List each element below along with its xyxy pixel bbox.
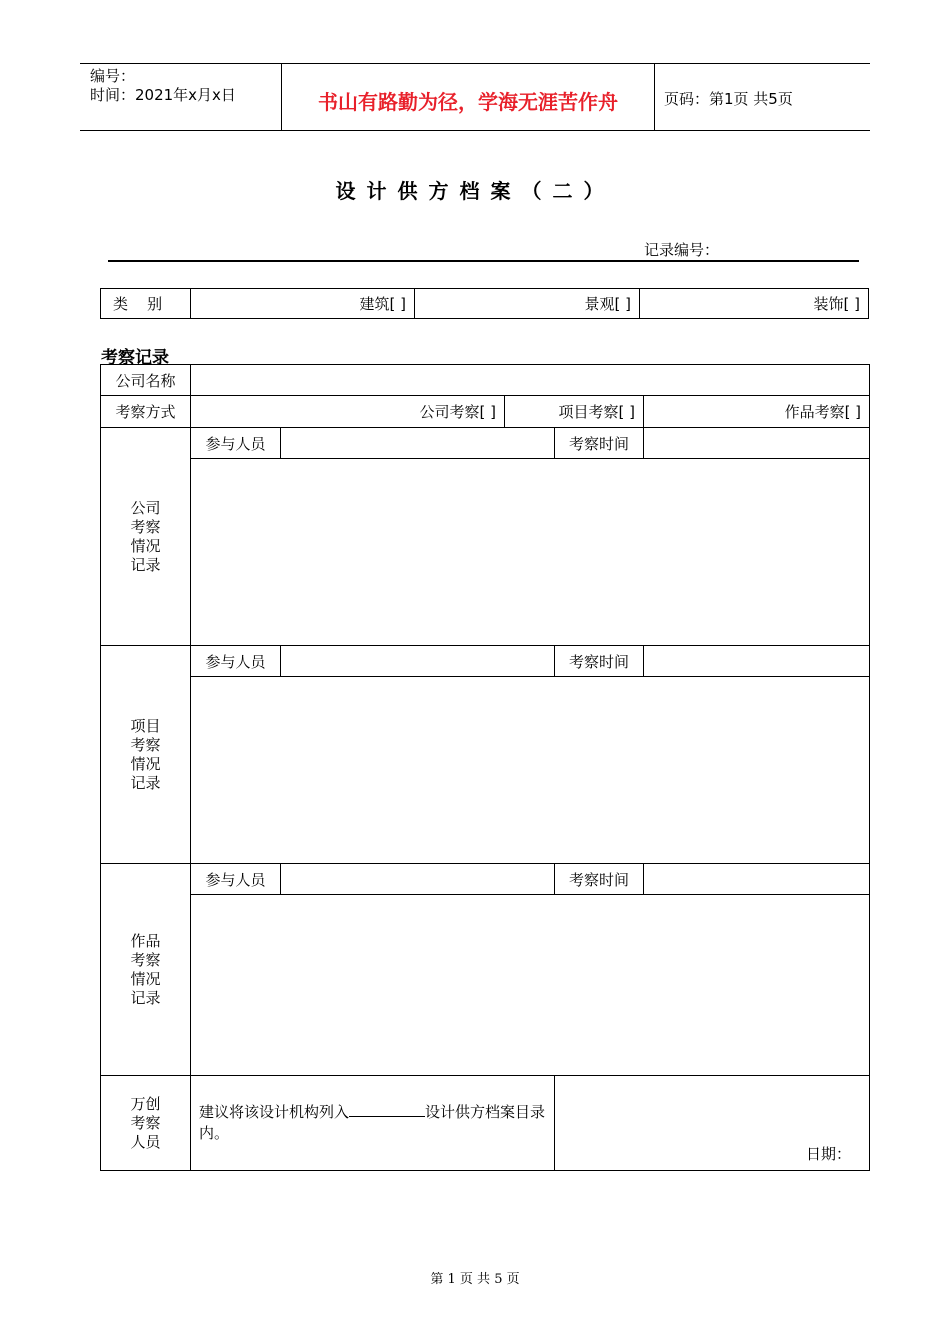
header-divider-2 (654, 63, 655, 131)
company-inspection-notes[interactable] (191, 459, 870, 646)
time-label: 时间：2021年x月x日 (90, 86, 236, 104)
participants-field[interactable] (281, 864, 555, 895)
inspection-time-label: 考察时间 (555, 864, 644, 895)
category-label: 类 别 (101, 289, 191, 319)
method-project[interactable]: 项目考察[ ] (505, 396, 644, 428)
page-title: 设计供方档案（二） (335, 179, 615, 203)
works-inspection-label: 作品 考察 情况 记录 (101, 864, 191, 1076)
inspection-time-field[interactable] (644, 646, 870, 677)
category-option-architecture[interactable]: 建筑[ ] (191, 289, 415, 319)
page-footer: 第 1 页 共 5 页 (430, 1272, 520, 1287)
company-name-label: 公司名称 (101, 365, 191, 396)
archive-blank-field[interactable] (349, 1102, 425, 1117)
suggestion-text: 建议将该设计机构列入 设计供方档案目录内。 (191, 1076, 555, 1171)
method-works[interactable]: 作品考察[ ] (644, 396, 870, 428)
works-inspection-notes[interactable] (191, 895, 870, 1076)
participants-field[interactable] (281, 646, 555, 677)
page-info: 页码：第1页 共5页 (664, 90, 793, 108)
project-inspection-notes[interactable] (191, 677, 870, 864)
header-bottom-rule (80, 130, 870, 131)
header-top-rule (80, 63, 870, 64)
participants-label: 参与人员 (191, 428, 281, 459)
participants-field[interactable] (281, 428, 555, 459)
method-company[interactable]: 公司考察[ ] (191, 396, 505, 428)
category-option-landscape[interactable]: 景观[ ] (415, 289, 640, 319)
date-label: 日期： (806, 1145, 852, 1163)
inspection-time-label: 考察时间 (555, 646, 644, 677)
inspection-time-field[interactable] (644, 428, 870, 459)
project-inspection-label: 项目 考察 情况 记录 (101, 646, 191, 864)
record-number-rule (108, 260, 859, 262)
record-number-label: 记录编号： (644, 241, 720, 259)
inspection-table (100, 364, 870, 1171)
signature-cell[interactable] (555, 1076, 870, 1171)
section-title: 考察记录 (101, 348, 169, 368)
serial-label: 编号： (90, 67, 136, 85)
participants-label: 参与人员 (191, 646, 281, 677)
category-table (100, 288, 869, 319)
inspection-time-field[interactable] (644, 864, 870, 895)
company-name-field[interactable] (191, 365, 870, 396)
participants-label: 参与人员 (191, 864, 281, 895)
company-inspection-label: 公司 考察 情况 记录 (101, 428, 191, 646)
inspection-time-label: 考察时间 (555, 428, 644, 459)
inspector-label: 万创 考察 人员 (101, 1076, 191, 1171)
method-label: 考察方式 (101, 396, 191, 428)
category-option-decoration[interactable]: 装饰[ ] (640, 289, 869, 319)
motto: 书山有路勤为径，学海无涯苦作舟 (318, 90, 618, 114)
